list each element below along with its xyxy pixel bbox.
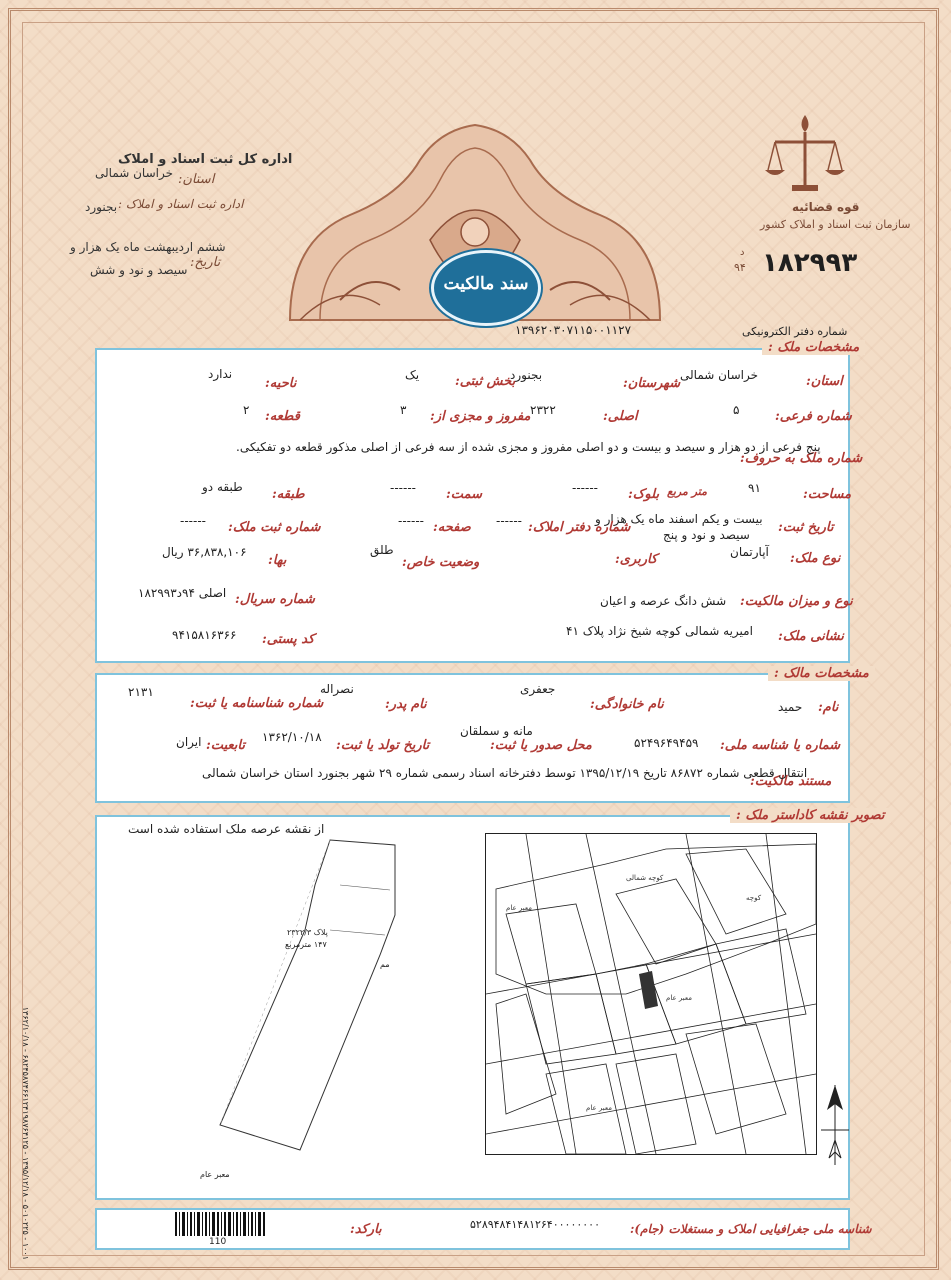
family-name-value: جعفری [520, 682, 556, 696]
price-value: ۳۶,۸۳۸,۱۰۶ ریال [162, 545, 247, 559]
barcode-label: بارکد: [350, 1222, 382, 1237]
id-number-label: شماره شناسنامه یا ثبت: [190, 696, 324, 711]
province-header-label: استان: [178, 172, 215, 187]
serial-label: شماره سریال: [235, 592, 315, 607]
owner-name-value: حمید [778, 700, 803, 714]
registry-section-label: بخش ثبتی: [455, 374, 516, 389]
father-name-value: نصراله [320, 682, 354, 696]
side-value: ------ [390, 481, 416, 495]
county-label: شهرستان: [623, 376, 681, 391]
main-plot-label: اصلی: [603, 409, 638, 424]
plot-in-words-label: شماره ملک به حروف: [740, 451, 863, 466]
barcode-image [175, 1212, 265, 1236]
property-type-label: نوع ملک: [790, 551, 841, 566]
ownership-type-value: شش دانگ عرصه و اعیان [600, 594, 727, 608]
serial-series-top: د [740, 247, 745, 258]
usage-label: کاربری: [615, 552, 658, 567]
area-label: مساحت: [803, 487, 852, 502]
side-label: سمت: [446, 487, 482, 502]
nationality-value: ایران [176, 735, 202, 749]
plan-passage-label: معبر عام [200, 1170, 230, 1179]
office-value: بجنورد [85, 200, 118, 214]
sub-plot-value: ۵ [733, 403, 740, 417]
postal-code-label: کد پستی: [262, 632, 315, 647]
county-value: بجنورد [510, 368, 543, 382]
map-street-label-2: معبر عام [506, 904, 532, 912]
sub-plot-label: شماره فرعی: [775, 409, 852, 424]
plot-in-words-value: پنج فرعی از دو هزار و سیصد و بیست و دو اصلی مفروز و مجزی شده از سه فرعی از اصلی مذکور قطعه دو تفکیکی. [236, 440, 821, 454]
map-street-label-5: معبر عام [586, 1104, 612, 1112]
national-geo-id-label: شناسه ملی جغرافیایی املاک و مستغلات (جام): [630, 1222, 872, 1236]
scales-of-justice-icon [760, 110, 850, 200]
province-label: استان: [806, 374, 843, 389]
north-arrow-icon [815, 1080, 855, 1170]
date-line1: ششم اردیبهشت ماه یک هزار و [70, 240, 226, 254]
serial-number: ۱۸۲۹۹۳ [762, 248, 858, 278]
plan-plot-label: پلاک ۲۳۲۲/۳ [287, 928, 328, 937]
registration-date-line1: بیست و یکم اسفند ماه یک هزار و [595, 512, 763, 526]
map-street-label-3: معبر عام [666, 994, 692, 1002]
father-name-label: نام پدر: [385, 697, 427, 712]
registration-date-label: تاریخ ثبت: [778, 520, 834, 535]
postal-code-value: ۹۴۱۵۸۱۶۳۶۶ [172, 628, 237, 642]
date-label: تاریخ: [190, 255, 221, 270]
parcel-label: قطعه: [265, 409, 300, 424]
property-registration-number-label: شماره ثبت ملک: [228, 520, 321, 535]
date-line2: سیصد و نود و شش [90, 263, 188, 277]
province-header-value: خراسان شمالی [95, 166, 174, 180]
map-note: از نقشه عرصه ملک استفاده شده است [128, 822, 325, 836]
national-id-label: شماره یا شناسه ملی: [720, 738, 841, 753]
special-status-value: طلق [370, 543, 394, 557]
nationality-label: تابعیت: [206, 738, 245, 753]
special-status-label: وضعیت خاص: [402, 555, 480, 570]
subject-parcel-marker [639, 971, 658, 1009]
registration-date-line2: سیصد و نود و پنج [663, 528, 750, 542]
electronic-register-label: شماره دفتر الکترونیکی [742, 325, 848, 338]
property-section-title: مشخصات ملک : [762, 340, 865, 355]
birth-date-value: ۱۳۶۲/۱۰/۱۸ [262, 730, 322, 744]
birth-date-label: تاریخ تولد یا ثبت: [336, 738, 430, 753]
block-label: بلوک: [628, 487, 660, 502]
organization-label: سازمان ثبت اسناد و املاک کشور [760, 218, 911, 231]
page-value: ------ [398, 514, 424, 528]
block-value: ------ [572, 481, 598, 495]
floor-value: طبقه دو [202, 480, 243, 494]
plan-area-label: ۱۴۷ مترمربع [285, 940, 327, 949]
land-registry-book-value: ------ [496, 514, 522, 528]
barcode-number: 110 [209, 1237, 227, 1247]
separated-from-value: ۳ [400, 403, 407, 417]
document-title: سند مالکیت [443, 274, 529, 294]
separated-from-label: مفروز و مجزی از: [430, 409, 531, 424]
area-unit: متر مربع [667, 485, 707, 498]
registry-section-value: یک [405, 368, 420, 382]
map-street-label-1: کوچه شمالی [626, 874, 664, 882]
province-value: خراسان شمالی [680, 368, 759, 382]
serial-value: اصلی ۹۴د۱۸۲۹۹۳ [138, 586, 227, 600]
page-label: صفحه: [433, 520, 471, 535]
map-street-label-4: کوچه [746, 894, 762, 902]
property-type-value: آپارتمان [730, 545, 769, 559]
judiciary-label: قوه قضائیه [792, 200, 860, 214]
district-label: ناحیه: [265, 376, 297, 391]
owner-name-label: نام: [818, 700, 839, 715]
deed-value: انتقال قطعی شماره ۸۶۸۷۲ تاریخ ۱۳۹۵/۱۲/۱۹ توسط دفترخانه اسناد رسمی شماره ۲۹ شهر بجنورد استان خراسان شمالی [202, 766, 808, 780]
national-geo-id-value: ۵۲۸۹۴۸۴۱۴۸۱۲۶۴۰۰۰۰۰۰۰۰ [470, 1218, 600, 1231]
family-name-label: نام خانوادگی: [590, 697, 664, 712]
area-value: ۹۱ [748, 481, 761, 495]
vertical-code-strip: ۱۰۰۱ - ۵۰۱۰۲۲۵ - ۱۳۹۵/۱۲/۱۸ - ۶۸۲۴۵۸۷۴۶۶۱۲۴۱۹۸۷۶۴۱۲۵ - ۱۳۶۲/۱۰/۱۸ [21, 1006, 30, 1260]
land-registry-book-label: شماره دفتر املاک: [528, 520, 631, 535]
electronic-register-number: ۱۳۹۶۲۰۳۰۷۱۱۵۰۰۱۱۲۷ [515, 323, 632, 337]
owner-section-title: مشخصات مالک : [768, 666, 875, 681]
price-label: بها: [268, 553, 287, 568]
property-section [95, 348, 850, 663]
parcel-plan-drawing [180, 835, 440, 1165]
district-value: ندارد [208, 367, 233, 381]
main-plot-value: ۲۳۲۲ [530, 403, 556, 417]
dept-line: اداره کل ثبت اسناد و املاک [118, 152, 293, 167]
parcel-value: ۲ [243, 403, 250, 417]
address-label: نشانی ملک: [778, 629, 844, 644]
serial-series-bottom: ۹۴ [734, 261, 746, 274]
issue-place-label: محل صدور یا ثبت: [490, 738, 592, 753]
cadastral-map [485, 833, 817, 1155]
id-number-value: ۲۱۳۱ [128, 685, 154, 699]
cadastral-map-drawing [486, 834, 816, 1154]
map-section-title: تصویر نقشه کاداستر ملک : [730, 808, 891, 823]
address-value: امیریه شمالی کوچه شیخ نژاد پلاک ۴۱ [566, 624, 753, 638]
property-registration-number-value: ------ [180, 514, 206, 528]
deed-label: مستند مالکیت: [750, 774, 832, 789]
ownership-type-label: نوع و میزان مالکیت: [740, 594, 853, 609]
floor-label: طبقه: [272, 487, 305, 502]
office-label: اداره ثبت اسناد و املاک : [118, 197, 244, 211]
national-id-value: ۵۲۴۹۶۴۹۴۵۹ [634, 736, 699, 750]
plan-mm-label: مم [380, 960, 390, 969]
issue-place-value: مانه و سملقان [460, 724, 533, 738]
